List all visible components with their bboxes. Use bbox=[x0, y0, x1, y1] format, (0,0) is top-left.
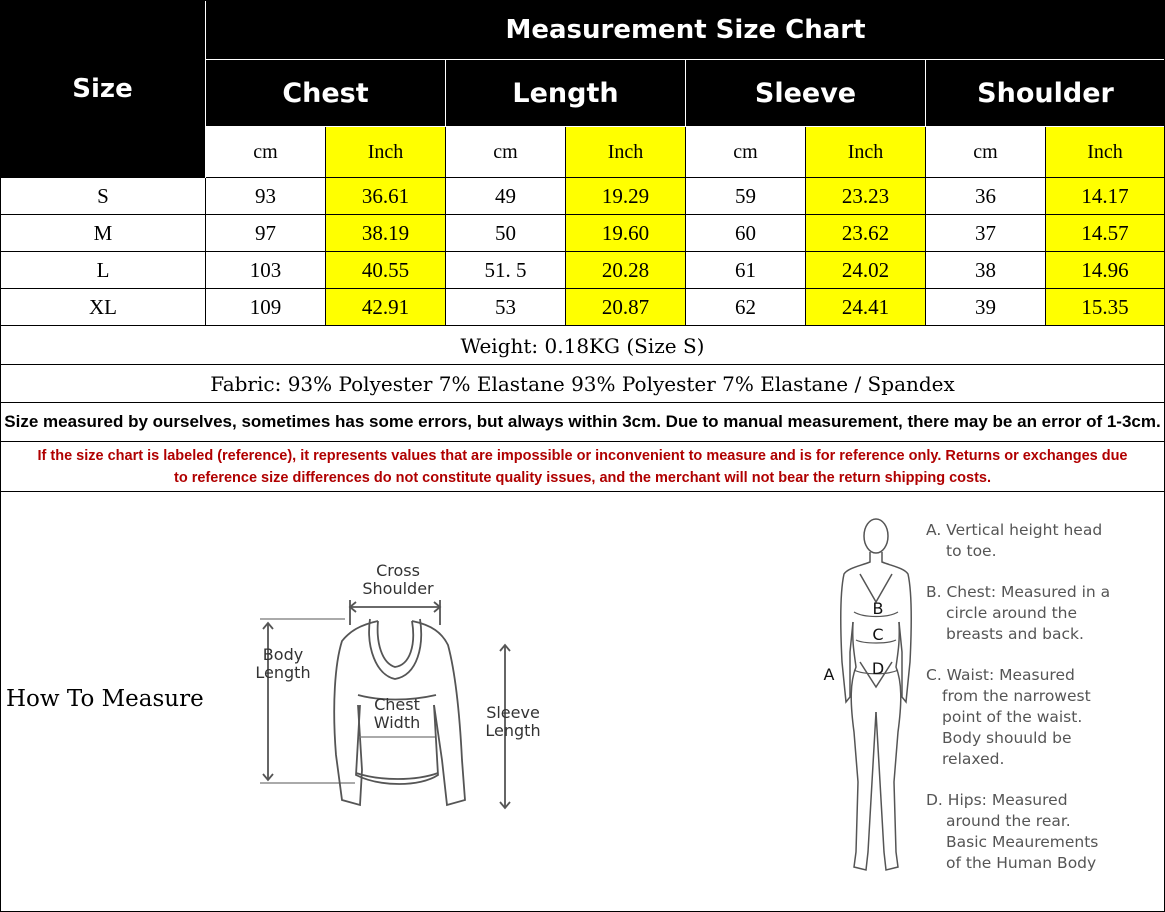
length-cm-cell: 50 bbox=[446, 215, 566, 252]
sleeve-in-cell: 24.02 bbox=[806, 252, 926, 289]
shoulder-cm-cell: 36 bbox=[926, 178, 1046, 215]
shoulder-cm-cell: 39 bbox=[926, 289, 1046, 326]
weight-note: Weight: 0.18KG (Size S) bbox=[0, 327, 1165, 365]
shoulder-in-cell: 14.96 bbox=[1046, 252, 1165, 289]
shoulder-header: Shoulder bbox=[977, 77, 1114, 109]
chest-in-cell: 38.19 bbox=[326, 215, 446, 252]
size-cell: S bbox=[0, 178, 206, 215]
shoulder-in-cell: 14.57 bbox=[1046, 215, 1165, 252]
sleeve-cm-cell: 60 bbox=[686, 215, 806, 252]
unit-inch: Inch bbox=[326, 127, 446, 178]
measurement-note: Size measured by ourselves, sometimes has some errors, but always within 3cm. Due to manual measurement, there may be an error of 1-3cm. bbox=[0, 403, 1165, 442]
length-cm-cell: 49 bbox=[446, 178, 566, 215]
length-in-cell: 19.60 bbox=[566, 215, 686, 252]
sleeve-header: Sleeve bbox=[754, 77, 857, 109]
chest-in-cell: 40.55 bbox=[326, 252, 446, 289]
shoulder-in-cell: 15.35 bbox=[1046, 289, 1165, 326]
sleeve-in-cell: 23.23 bbox=[806, 178, 926, 215]
unit-cm: cm bbox=[446, 127, 566, 178]
length-cm-cell: 53 bbox=[446, 289, 566, 326]
body-label-b: B bbox=[872, 599, 884, 618]
body-label-d: D bbox=[871, 659, 885, 678]
shoulder-in-cell: 14.17 bbox=[1046, 178, 1165, 215]
unit-cm: cm bbox=[926, 127, 1046, 178]
sleeve-in-cell: 24.41 bbox=[806, 289, 926, 326]
chest-in-cell: 36.61 bbox=[326, 178, 446, 215]
size-header: Size bbox=[72, 74, 133, 104]
fabric-note: Fabric: 93% Polyester 7% Elastane 93% Polyester 7% Elastane / Spandex bbox=[0, 365, 1165, 403]
length-in-cell: 20.28 bbox=[566, 252, 686, 289]
note-d: D. Hips: Measured around the rear. Basic Meaurements of the Human Body bbox=[926, 791, 1099, 872]
chest-width-label: Chest Width bbox=[373, 695, 421, 732]
note-b: B. Chest: Measured in a circle around the breasts and back. bbox=[926, 583, 1111, 643]
shoulder-cm-cell: 37 bbox=[926, 215, 1046, 252]
chest-header: Chest bbox=[282, 77, 369, 109]
length-header: Length bbox=[512, 77, 619, 109]
note-c: C. Waist: Measured from the narrowest point of the waist. Body shouuld be relaxed. bbox=[926, 666, 1091, 768]
size-cell: M bbox=[0, 215, 206, 252]
unit-inch: Inch bbox=[566, 127, 686, 178]
unit-inch: Inch bbox=[806, 127, 926, 178]
sleeve-cm-cell: 61 bbox=[686, 252, 806, 289]
cross-shoulder-label: Cross Shoulder bbox=[362, 561, 434, 598]
body-length-label: Body Length bbox=[255, 645, 311, 682]
size-cell: L bbox=[0, 252, 206, 289]
chest-cm-cell: 97 bbox=[206, 215, 326, 252]
sleeve-in-cell: 23.62 bbox=[806, 215, 926, 252]
how-to-measure-label: How To Measure bbox=[6, 686, 204, 712]
sleeve-cm-cell: 59 bbox=[686, 178, 806, 215]
reference-warning: If the size chart is labeled (reference), it represents values that are impossible or inconvenient to measure and is for reference only. Returns or exchanges due to reference size differences do not constitute quality issues, and the merchant will not bear the return shipping costs. bbox=[0, 442, 1165, 492]
sleeve-cm-cell: 62 bbox=[686, 289, 806, 326]
length-in-cell: 20.87 bbox=[566, 289, 686, 326]
body-label-a: A bbox=[823, 665, 835, 684]
chest-cm-cell: 109 bbox=[206, 289, 326, 326]
size-cell: XL bbox=[0, 289, 206, 326]
chest-cm-cell: 103 bbox=[206, 252, 326, 289]
chest-in-cell: 42.91 bbox=[326, 289, 446, 326]
body-label-c: C bbox=[872, 625, 884, 644]
sleeve-length-label: Sleeve Length bbox=[485, 703, 541, 740]
unit-cm: cm bbox=[206, 127, 326, 178]
chart-title: Measurement Size Chart bbox=[505, 14, 866, 45]
body-figure bbox=[820, 512, 920, 887]
unit-inch: Inch bbox=[1046, 127, 1165, 178]
chest-cm-cell: 93 bbox=[206, 178, 326, 215]
note-a: A. Vertical height head to toe. bbox=[926, 521, 1103, 560]
length-cm-cell: 51. 5 bbox=[446, 252, 566, 289]
shoulder-cm-cell: 38 bbox=[926, 252, 1046, 289]
length-in-cell: 19.29 bbox=[566, 178, 686, 215]
unit-cm: cm bbox=[686, 127, 806, 178]
